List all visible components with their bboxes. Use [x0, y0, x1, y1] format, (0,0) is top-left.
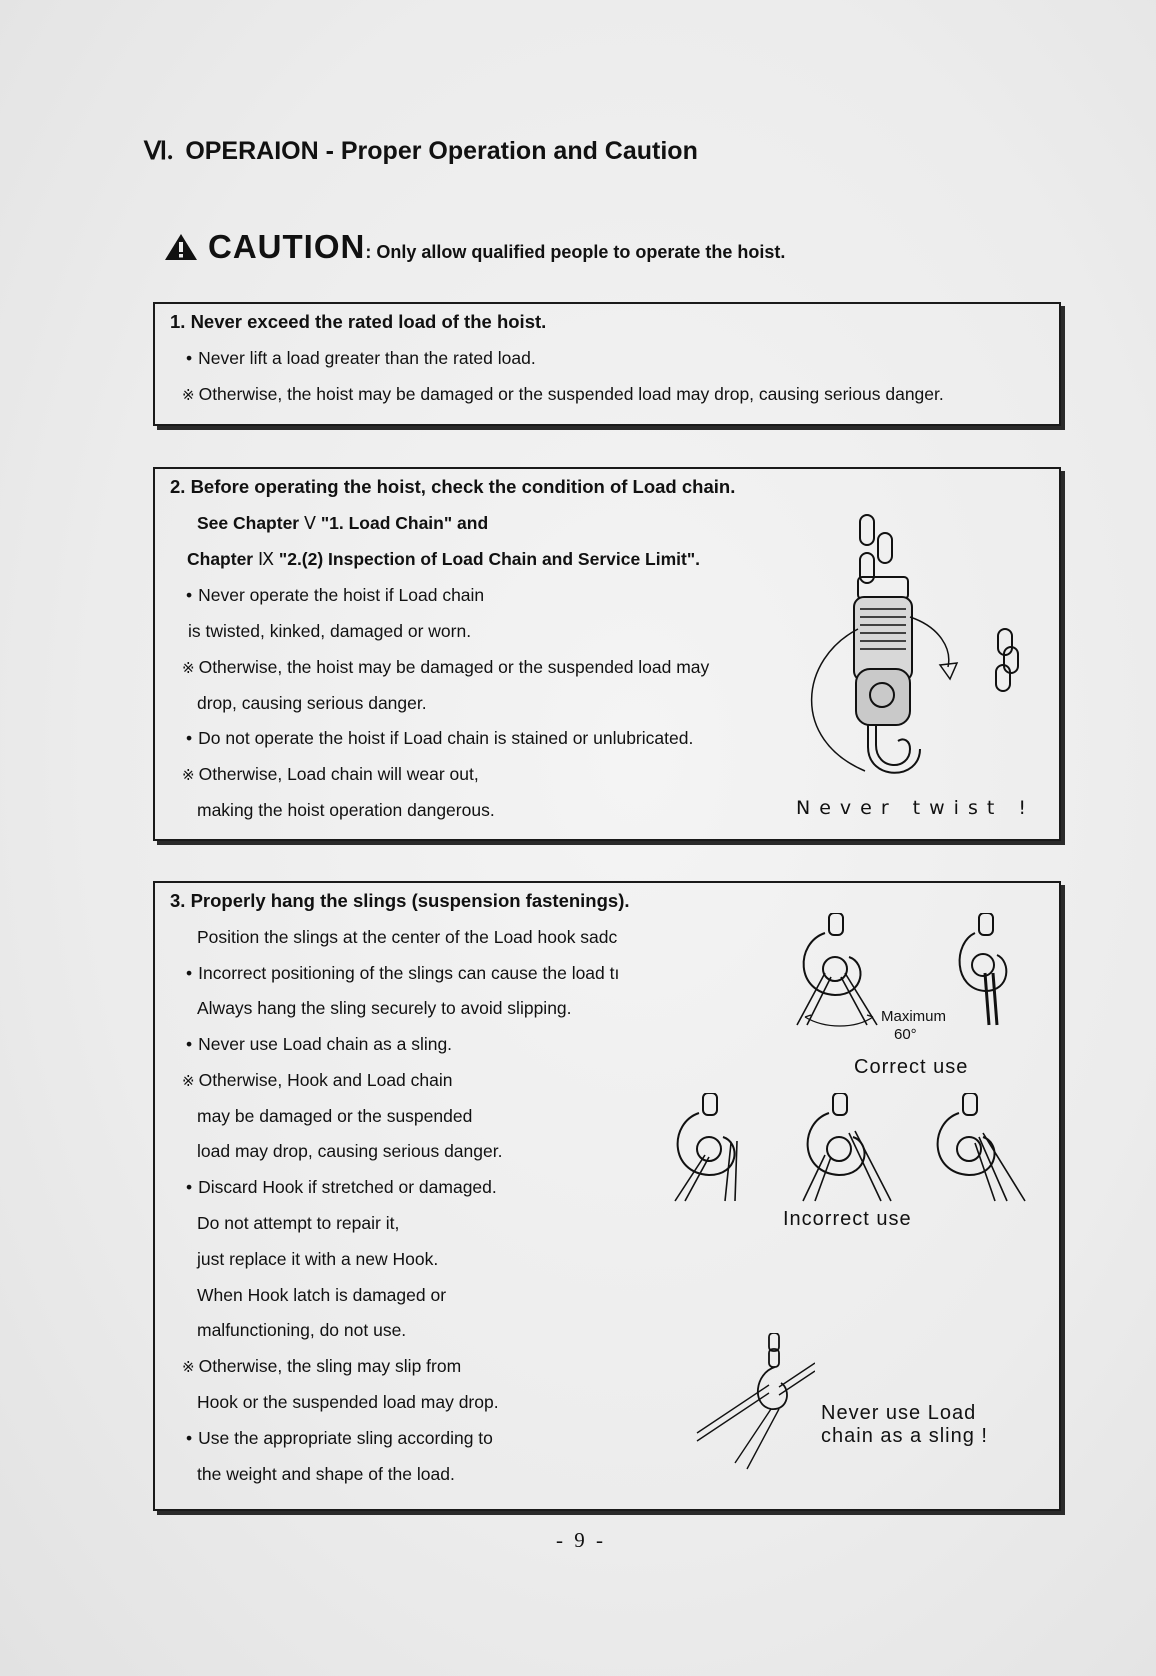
section-1-note: ※ Otherwise, the hoist may be damaged or the suspended load may drop, causing serious danger. — [182, 383, 944, 407]
section-2-reference-1 — [197, 512, 488, 534]
section-2-bullet-1-cont: is twisted, kinked, damaged or worn. — [188, 621, 472, 641]
section-3-note-2-cont: Hook or the suspended load may drop. — [197, 1392, 499, 1412]
section-3-line-3: Do not attempt to repair it, — [197, 1213, 400, 1233]
caution-banner — [164, 228, 785, 266]
section-3-note-1: ※ Otherwise, Hook and Load chain — [182, 1069, 452, 1093]
section-1-title: 1. Never exceed the rated load of the hoist. — [170, 311, 547, 332]
section-3-line-1: Position the slings at the center of the Load hook sadc — [197, 927, 618, 947]
ref-2-roman: Ⅸ — [257, 549, 275, 569]
correct-use-caption: Correct use — [854, 1056, 969, 1078]
never-sling-caption-2: chain as a sling ! — [821, 1425, 988, 1447]
section-3-box — [153, 881, 1061, 1511]
never-sling-caption-1: Never use Load — [821, 1402, 977, 1424]
twisted-hook-illustration — [760, 509, 1050, 799]
section-2-note-2-cont: making the hoist operation dangerous. — [197, 800, 495, 820]
never-twist-caption: Never twist ! — [796, 797, 1035, 819]
ref-1-prefix: See Chapter — [197, 513, 304, 533]
section-2-note-1: ※ Otherwise, the hoist may be damaged or the suspended load may — [182, 656, 709, 680]
section-3-line-7: the weight and shape of the load. — [197, 1464, 455, 1484]
max-angle-label: Maximum — [881, 1008, 947, 1025]
section-3-note-1-cont-2: load may drop, causing serious danger. — [197, 1141, 503, 1161]
chain-as-sling-illustration — [695, 1333, 815, 1473]
section-2-reference-2 — [187, 548, 700, 570]
page-title — [144, 136, 698, 166]
ref-1-roman: Ⅴ — [303, 513, 316, 533]
section-2-note-2: ※ Otherwise, Load chain will wear out, — [182, 763, 479, 787]
section-2-note-1-cont: drop, causing serious danger. — [197, 693, 427, 713]
section-3-bullet-4: • Use the appropriate sling according to — [186, 1427, 493, 1449]
warning-triangle-icon — [164, 233, 198, 261]
section-3-note-1-cont-1: may be damaged or the suspended — [197, 1106, 473, 1126]
ref-2-prefix: Chapter — [187, 549, 258, 569]
section-2-bullet-1: • Never operate the hoist if Load chain — [186, 584, 484, 606]
section-3-line-5: When Hook latch is damaged or — [197, 1285, 447, 1305]
incorrect-use-caption: Incorrect use — [783, 1208, 912, 1230]
section-3-bullet-2: • Never use Load chain as a sling. — [186, 1033, 452, 1055]
caution-label: CAUTION — [208, 228, 366, 265]
incorrect-use-illustration — [665, 1093, 1035, 1203]
section-3-note-2: ※ Otherwise, the sling may slip from — [182, 1355, 461, 1379]
section-1-box — [153, 302, 1061, 426]
section-2-box — [153, 467, 1061, 841]
section-title-text: OPERAION - Proper Operation and Caution — [185, 137, 698, 165]
section-3-title: 3. Properly hang the slings (suspension fastenings). — [170, 890, 630, 911]
section-3-line-2: Always hang the sling securely to avoid slipping. — [197, 998, 572, 1018]
section-1-bullet: • Never lift a load greater than the rated load. — [186, 347, 536, 369]
section-3-line-6: malfunctioning, do not use. — [197, 1320, 407, 1340]
page-number: - 9 - — [556, 1528, 606, 1552]
ref-2-suffix: "2.(2) Inspection of Load Chain and Service Limit". — [274, 549, 701, 569]
section-2-title: 2. Before operating the hoist, check the condition of Load chain. — [170, 476, 736, 497]
section-2-bullet-2: • Do not operate the hoist if Load chain is stained or unlubricated. — [186, 727, 693, 749]
ref-1-suffix: "1. Load Chain" and — [315, 513, 489, 533]
max-angle-value: 60° — [894, 1026, 917, 1043]
caution-text: : Only allow qualified people to operate the hoist. — [365, 242, 786, 262]
section-roman-numeral: Ⅵ. — [144, 138, 174, 165]
section-3-line-4: just replace it with a new Hook. — [197, 1249, 439, 1269]
section-3-bullet-3: • Discard Hook if stretched or damaged. — [186, 1176, 497, 1198]
section-3-bullet-1: • Incorrect positioning of the slings can cause the load tı — [186, 962, 619, 984]
